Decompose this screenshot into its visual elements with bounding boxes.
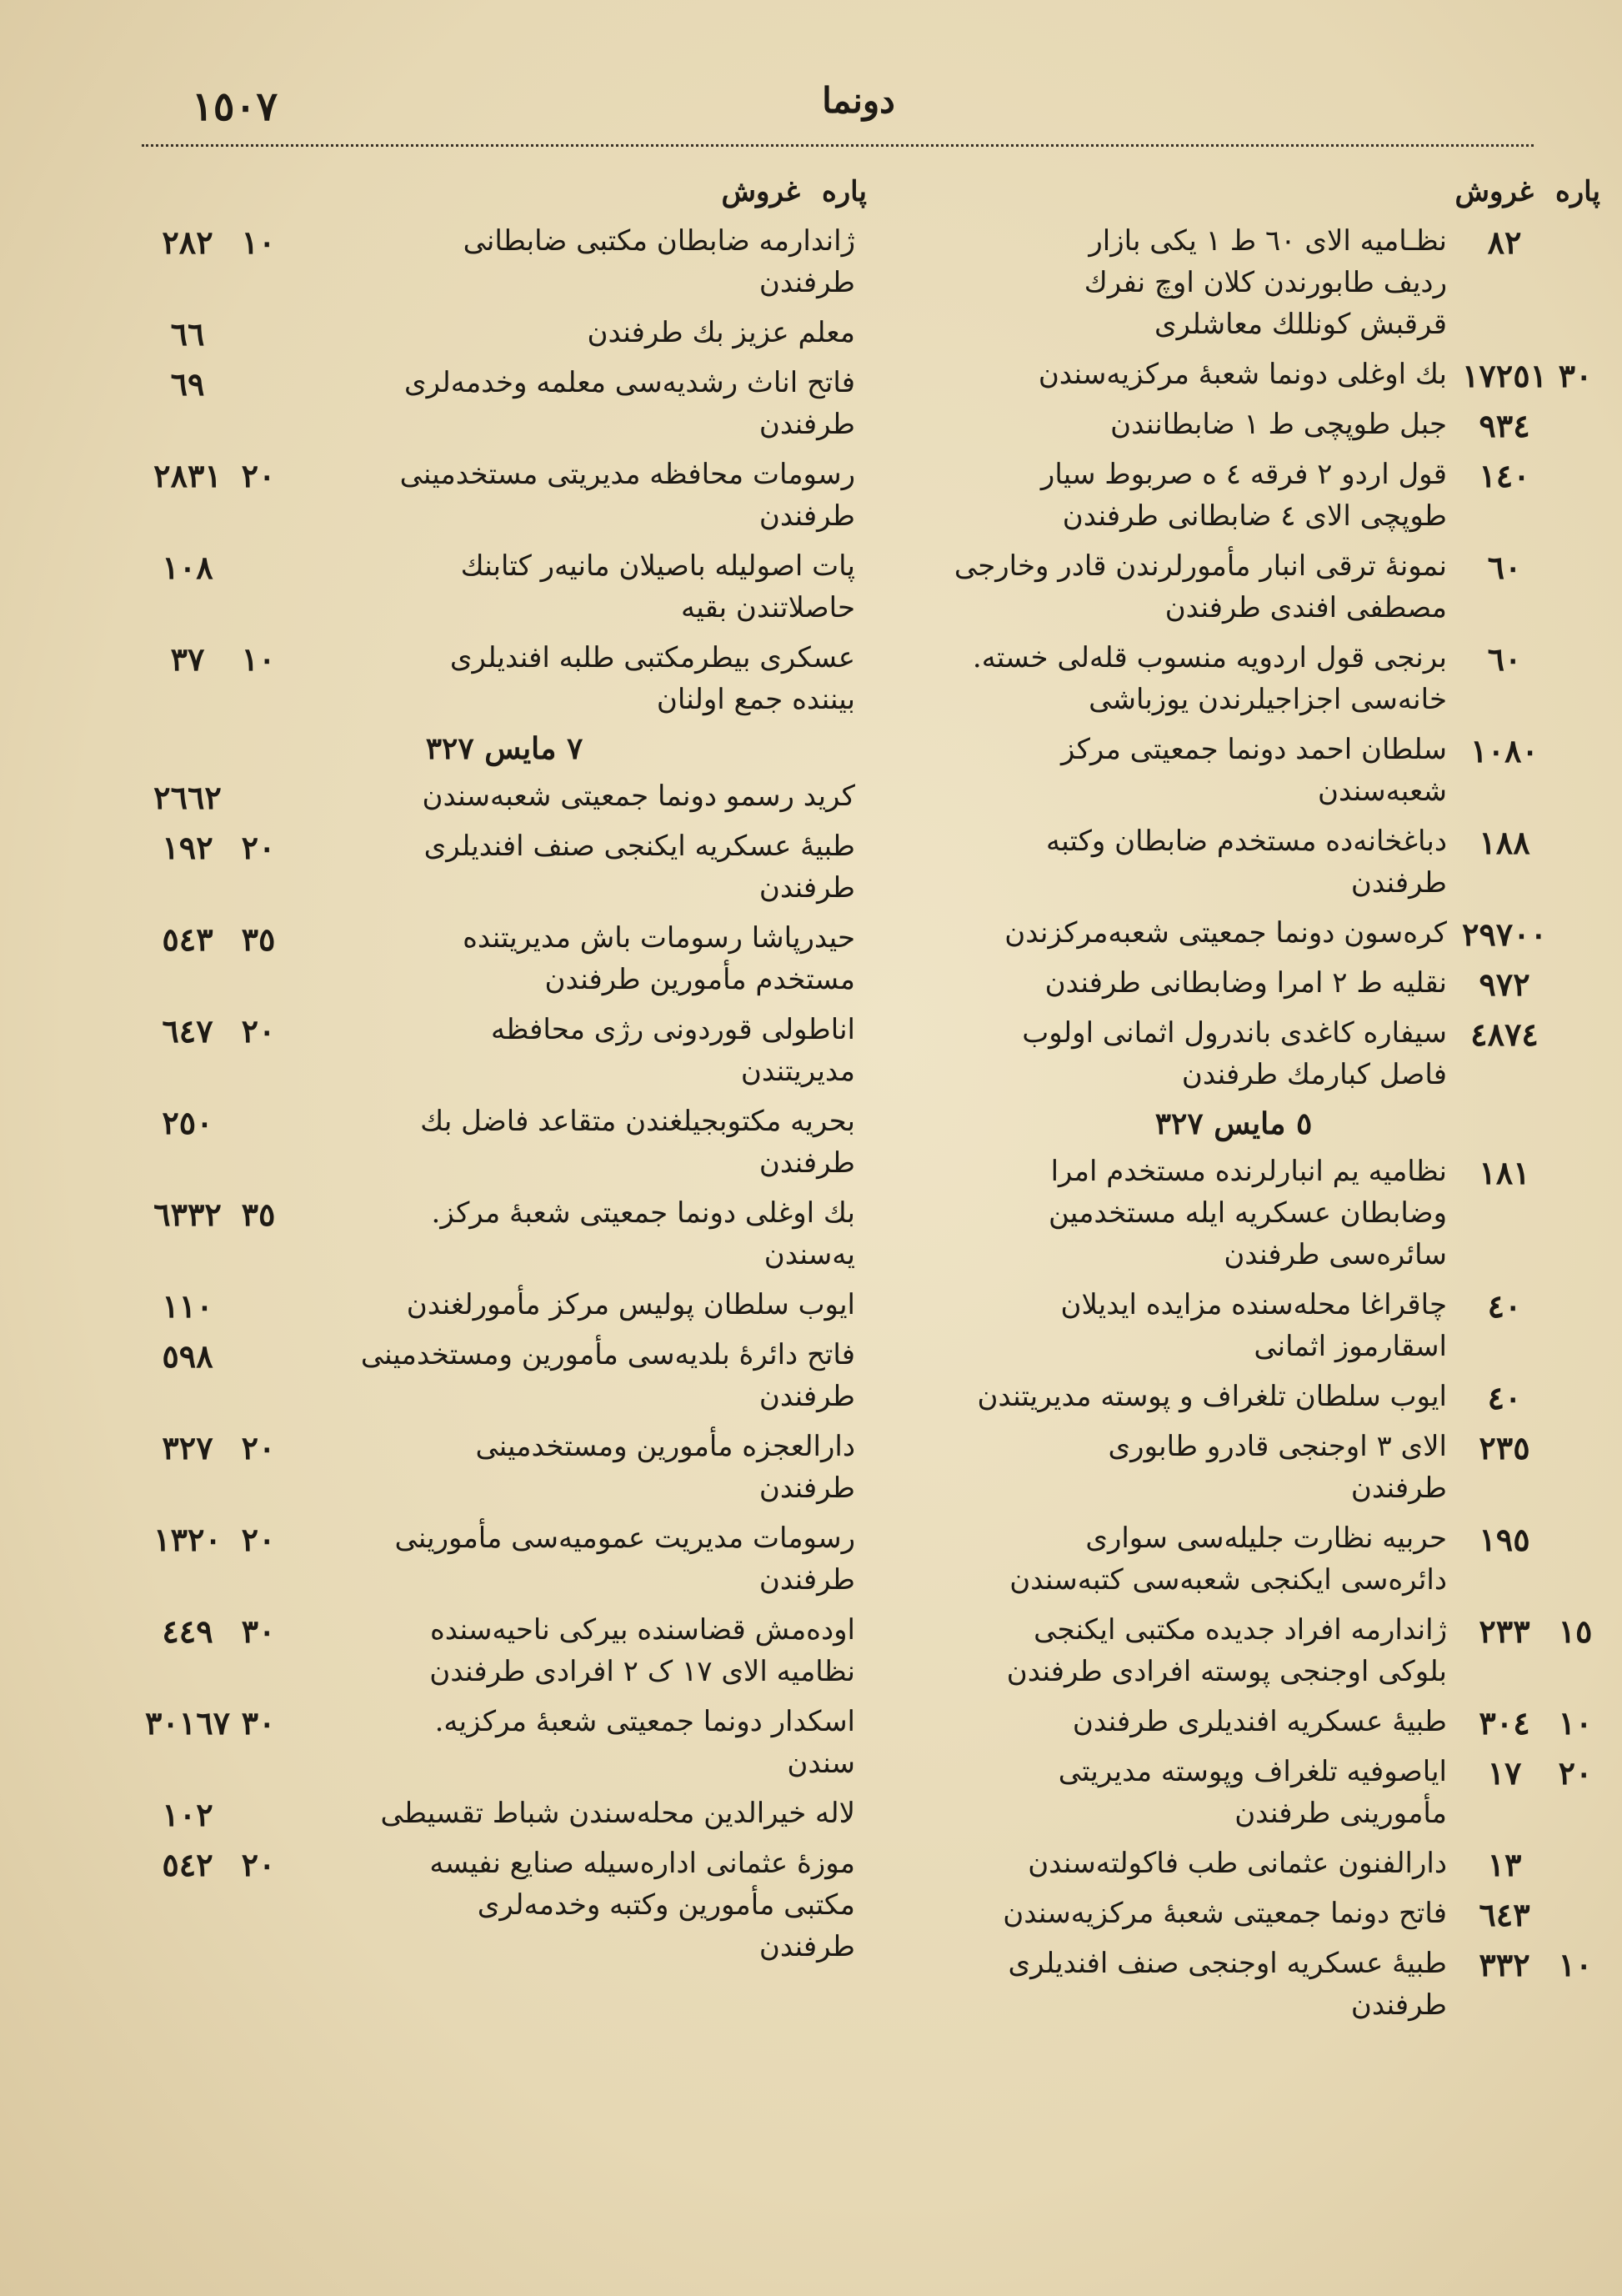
- amount: [1459, 1701, 1600, 1742]
- para-amount: ٢٠: [241, 1429, 276, 1466]
- amount: [142, 1334, 283, 1417]
- description-line: حاصلاتندن بقیه: [680, 591, 855, 624]
- entry-description: [867, 1517, 1459, 1601]
- amount: [1459, 353, 1600, 395]
- ghurush-amount: ١٠٢: [162, 1796, 213, 1833]
- amount: [142, 545, 283, 629]
- ledger-entry: [142, 1789, 867, 1839]
- description-line: طبیهٔ عسکریه افندیلری طرفندن: [1072, 1705, 1447, 1738]
- description-line: دباغخانه‌ده مستخدم ضابطان وکتبه: [1045, 825, 1447, 858]
- ghurush-amount: ٦٠: [1487, 640, 1522, 678]
- ghurush-amount: ٢٦٦٢: [153, 779, 222, 816]
- entry-description: [867, 1426, 1459, 1509]
- description-line: طرفندن: [1350, 866, 1447, 900]
- ledger-entry: [867, 634, 1600, 725]
- description-line: اوده‌مش قضاسنده بیرکی ناحیه‌سنده: [429, 1613, 855, 1647]
- entry-description: [867, 729, 1459, 812]
- description-line: طرفندن: [758, 1380, 855, 1413]
- entry-description: [283, 637, 867, 720]
- description-line: اسکدار دونما جمعیتی شعبهٔ مرکزیه.: [434, 1705, 855, 1738]
- description-line: حیدرپاشا رسومات باش مدیریتنده: [463, 921, 855, 955]
- amount: [142, 312, 283, 353]
- description-line: کرید رسمو دونما جمعیتی شعبه‌سندن: [422, 780, 855, 813]
- ghurush-amount: ١٣٢٠: [153, 1521, 222, 1558]
- entry-description: [867, 454, 1459, 537]
- description-line: ژاندارمه ضابطان مکتبی ضابطانی: [463, 224, 855, 258]
- description-line: طرفندن: [758, 1146, 855, 1180]
- amount: [1459, 1943, 1600, 2026]
- description-line: برنجی قول اردویه منسوب قله‌لی خسته.: [972, 641, 1447, 674]
- description-line: موزهٔ عثمانی اداره‌سیله صنایع نفیسه: [429, 1847, 855, 1880]
- ghurush-amount: ٢٨٢: [162, 223, 213, 261]
- ghurush-amount: ١٩٥: [1479, 1521, 1530, 1558]
- description-line: الای ٣ اوجنجی قادرو طابوری: [1108, 1430, 1447, 1463]
- entry-description: [867, 1609, 1459, 1692]
- amount: [142, 1284, 283, 1326]
- ledger-entry: [867, 909, 1600, 959]
- ledger-entry: [142, 1514, 867, 1606]
- description-line: عسکری بیطرمکتبی طلبه افندیلری: [449, 641, 855, 674]
- description-line: سیفاره کاغدی باندرول اثمانی اولوب: [1022, 1016, 1447, 1050]
- description-line: یه‌سندن: [763, 1238, 855, 1271]
- entry-description: [283, 1100, 867, 1184]
- ghurush-amount: ٥٩٨: [162, 1337, 213, 1375]
- ghurush-amount: ٣٠٤: [1479, 1704, 1530, 1742]
- description-line: فاصل کبارمك طرفندن: [1181, 1058, 1447, 1091]
- amount: [1459, 729, 1600, 812]
- entry-description: [283, 545, 867, 629]
- description-line: نظامیه یم انبارلرنده مستخدم امرا: [1050, 1155, 1447, 1188]
- description-line: بك اوغلی دونما جمعیتی شعبهٔ مرکز.: [431, 1196, 855, 1230]
- ghurush-amount: ٦٤٧: [162, 1012, 213, 1050]
- para-amount: [1550, 732, 1600, 812]
- description-line: طرفندن: [758, 871, 855, 905]
- ledger-entry: [142, 772, 867, 822]
- entry-description: [867, 1151, 1459, 1276]
- para-amount: ١٠: [1558, 1946, 1593, 1983]
- para-amount: ٢٠: [241, 457, 276, 494]
- description-line: ایوب سلطان تلغراف و پوسته مدیریتندن: [977, 1380, 1447, 1413]
- entry-description: [283, 1842, 867, 1968]
- ghurush-heading: غروش: [1454, 175, 1534, 208]
- description-line: ژاندارمه افراد جدیده مکتبی ایکنجی: [1034, 1613, 1447, 1647]
- description-line: بحریه مکتوبجیلغندن متقاعد فاضل بك: [420, 1105, 855, 1138]
- para-amount: ٣٠: [241, 1704, 276, 1742]
- ledger-entry: [867, 350, 1600, 400]
- para-amount: [1550, 1429, 1600, 1509]
- entry-description: [867, 637, 1459, 720]
- para-amount: [1550, 1015, 1600, 1095]
- ghurush-amount: ٩٧٢: [1479, 965, 1530, 1003]
- description-line: دائره‌سی ایکنجی شعبه‌سی کتبه‌سندن: [1009, 1563, 1447, 1597]
- ghurush-amount: ٢٩٧٠٠: [1461, 915, 1548, 953]
- entry-description: [283, 825, 867, 909]
- entry-description: [867, 1701, 1459, 1742]
- para-amount: [1550, 640, 1600, 720]
- description-line: ایاصوفیه تلغراف وپوسته مدیریتی: [1058, 1755, 1447, 1788]
- para-amount: [233, 1287, 283, 1326]
- ghurush-amount: ٤٠: [1487, 1379, 1522, 1416]
- amount: [142, 1842, 283, 1968]
- amount: [1459, 1284, 1600, 1367]
- ledger-entry: [142, 1281, 867, 1331]
- para-amount: ٢٠: [241, 1846, 276, 1883]
- ghurush-amount: ٤٠: [1487, 1287, 1522, 1325]
- right-ledger-list: [867, 217, 1600, 2031]
- description-line: طرفندن: [758, 499, 855, 533]
- description-line: نقلیه ط ٢ امرا وضابطانی طرفندن: [1044, 966, 1447, 1000]
- description-line: سائره‌سی طرفندن: [1224, 1238, 1447, 1271]
- ledger-entry: [142, 1331, 867, 1422]
- amount: [142, 637, 283, 720]
- entry-description: [283, 220, 867, 303]
- ghurush-amount: ٦٠: [1487, 549, 1522, 586]
- para-amount: ٢٠: [241, 1012, 276, 1050]
- para-amount: [1550, 223, 1600, 345]
- amount: [142, 1192, 283, 1276]
- ghurush-amount: ٦٣٣٢: [153, 1196, 222, 1233]
- para-amount: [1550, 1846, 1600, 1884]
- entry-description: [283, 454, 867, 537]
- ghurush-amount: ١٠٨: [162, 549, 213, 586]
- description-line: سندن: [787, 1747, 855, 1780]
- para-amount: [1550, 1521, 1600, 1601]
- para-amount: ٢٠: [241, 1521, 276, 1558]
- ledger-entry: [867, 1422, 1600, 1514]
- amount: [1459, 1012, 1600, 1095]
- ghurush-amount: ٤٤٩: [162, 1612, 213, 1650]
- ghurush-amount: ٦٦: [170, 315, 205, 353]
- para-amount: [233, 779, 283, 817]
- amount: [1459, 1609, 1600, 1692]
- amount: [142, 775, 283, 817]
- amount: [142, 220, 283, 303]
- page-number: ١٥٠٧: [192, 83, 278, 130]
- para-amount: [233, 365, 283, 445]
- para-amount: [1550, 915, 1600, 954]
- amount: [142, 362, 283, 445]
- amount: [1459, 637, 1600, 720]
- ghurush-amount: ٦٩: [170, 365, 205, 403]
- amount: [142, 1517, 283, 1601]
- para-amount: [1550, 407, 1600, 445]
- right-column-header: [867, 167, 1600, 217]
- ledger-entry: [142, 542, 867, 634]
- ghurush-amount: ١٣: [1487, 1846, 1522, 1883]
- amount: [142, 1701, 283, 1784]
- amount: [1459, 1517, 1600, 1601]
- entry-description: [283, 312, 867, 353]
- description-line: لاله خیرالدین محله‌سندن شباط تقسیطی: [380, 1797, 855, 1830]
- right-column: [867, 167, 1600, 2031]
- ledger-entry: [867, 959, 1600, 1009]
- amount: [142, 454, 283, 537]
- para-amount: ٣٥: [241, 1196, 276, 1233]
- description-line: طوپچی الای ٤ ضابطانی طرفندن: [1062, 499, 1447, 533]
- para-amount: ٣٠: [241, 1612, 276, 1650]
- ghurush-amount: ٥٤٣: [162, 920, 213, 958]
- ledger-entry: [867, 1147, 1600, 1281]
- description-line: نمونهٔ ترقی انبار مأمورلرندن قادر وخارجی: [954, 549, 1447, 583]
- para-amount: [233, 1337, 283, 1417]
- description-line: اسقارموز اثمانی: [1254, 1330, 1447, 1363]
- entry-description: [867, 1892, 1459, 1934]
- description-line: خانه‌سی اجزاجیلرندن یوزباشی: [1089, 683, 1447, 716]
- description-line: پات اصولیله باصیلان مانیه‌ر کتابنك: [460, 549, 855, 583]
- entry-description: [867, 1284, 1459, 1367]
- description-line: طرفندن: [758, 1471, 855, 1505]
- description-line: چاقراغا محله‌سنده مزایده ایدیلان: [1060, 1288, 1447, 1321]
- ghurush-amount: ٣٣٢: [1479, 1946, 1530, 1983]
- entry-description: [867, 962, 1459, 1004]
- description-line: اناطولی قوردونی رژی محافظه: [491, 1013, 855, 1046]
- entry-description: [867, 1376, 1459, 1417]
- description-line: طرفندن: [758, 1930, 855, 1963]
- entry-description: [867, 404, 1459, 445]
- amount: [142, 1792, 283, 1834]
- ghurush-amount: ٢٨٣١: [153, 457, 222, 494]
- para-heading: پاره: [821, 175, 867, 208]
- amount: [1459, 1426, 1600, 1509]
- para-heading: پاره: [1554, 175, 1600, 208]
- entry-description: [283, 1517, 867, 1601]
- entry-description: [283, 1284, 867, 1326]
- description-line: معلم عزیز بك طرفندن: [587, 316, 855, 349]
- ghurush-amount: ١٩٢: [162, 829, 213, 866]
- ledger-entry: [867, 450, 1600, 542]
- para-amount: ١٠: [241, 640, 276, 678]
- para-amount: ٣٠: [1558, 357, 1593, 394]
- entry-description: [283, 1009, 867, 1092]
- ghurush-amount: ٨٢: [1487, 223, 1522, 261]
- ghurush-amount: ١٠٨٠: [1470, 732, 1539, 770]
- description-line: مدیریتندن: [740, 1055, 855, 1088]
- ledger-entry: [142, 822, 867, 914]
- ledger-entry: [867, 400, 1600, 450]
- description-line: طرفندن: [758, 1563, 855, 1597]
- entry-description: [283, 1426, 867, 1509]
- amount: [1459, 1842, 1600, 1884]
- ghurush-amount: ٣٢٧: [162, 1429, 213, 1466]
- ledger-entry: [867, 542, 1600, 634]
- description-line: بیننده جمع اولنان: [656, 683, 855, 716]
- ghurush-amount: ١٧٢٥١: [1461, 357, 1548, 394]
- amount: [1459, 1751, 1600, 1834]
- description-line: رسومات مدیریت عمومیه‌سی مأمورینی: [394, 1521, 855, 1555]
- description-line: بك اوغلی دونما شعبهٔ مرکزیه‌سندن: [1038, 358, 1447, 391]
- ledger-entry: [142, 1606, 867, 1697]
- amount: [142, 1609, 283, 1692]
- ledger-entry: [142, 1189, 867, 1281]
- para-amount: ١٥: [1558, 1612, 1593, 1650]
- entry-description: [867, 220, 1459, 345]
- entry-description: [283, 1701, 867, 1784]
- date-heading: ٥ مایس ٣٢٧: [1154, 1106, 1313, 1141]
- para-amount: [233, 549, 283, 629]
- ledger-entry: [867, 1606, 1600, 1697]
- para-amount: [233, 1104, 283, 1184]
- ledger-entry: [142, 634, 867, 725]
- ghurush-amount: ١٤٠: [1479, 457, 1530, 494]
- para-amount: ٣٥: [241, 920, 276, 958]
- description-line: طرفندن: [758, 266, 855, 299]
- ledger-entry: [142, 1005, 867, 1097]
- ghurush-amount: ٢٣٣: [1479, 1612, 1530, 1650]
- ledger-entry: [867, 1372, 1600, 1422]
- amount: [1459, 962, 1600, 1004]
- description-line: مکتبی مأمورین وکتبه وخدمه‌لری: [477, 1888, 855, 1922]
- entry-description: [283, 917, 867, 1000]
- ghurush-amount: ١٨٨: [1479, 824, 1530, 861]
- amount: [1459, 220, 1600, 345]
- description-line: وضابطان عسکریه ایله مستخدمین: [1049, 1196, 1447, 1230]
- ledger-entry: [142, 914, 867, 1005]
- entry-description: [867, 1943, 1459, 2026]
- entry-description: [867, 1012, 1459, 1095]
- para-amount: [1550, 1154, 1600, 1276]
- entry-description: [283, 1609, 867, 1692]
- para-amount: [1550, 824, 1600, 904]
- amount: [1459, 820, 1600, 904]
- ghurush-amount: ١٧: [1487, 1754, 1522, 1792]
- ledger-entry: [142, 1097, 867, 1189]
- para-amount: [1550, 1287, 1600, 1367]
- description-line: شعبه‌سندن: [1318, 775, 1447, 808]
- description-line: قول اردو ٢ فرقه ٤ ه صربوط سیار: [1040, 458, 1447, 491]
- ledger-entry: [142, 1697, 867, 1789]
- ledger-entry: [142, 217, 867, 308]
- ghurush-amount: ٦٤٣: [1479, 1896, 1530, 1933]
- ledger-entry: [867, 1889, 1600, 1939]
- left-ledger-list: [142, 217, 867, 1973]
- ghurush-amount: ٤٨٧٤: [1470, 1015, 1539, 1053]
- ledger-entry: [867, 1009, 1600, 1100]
- ledger-entry: [867, 1747, 1600, 1839]
- amount: [1459, 1892, 1600, 1934]
- description-line: طرفندن: [1350, 1988, 1447, 2022]
- ghurush-amount: ٢٣٥: [1479, 1429, 1530, 1466]
- ledger-entry: [867, 1839, 1600, 1889]
- ledger-entry: [142, 1839, 867, 1973]
- ghurush-amount: ٣٠١٦٧: [144, 1704, 231, 1742]
- para-amount: [1550, 457, 1600, 537]
- date-heading: ٧ مایس ٣٢٧: [425, 731, 583, 766]
- amount: [142, 1426, 283, 1509]
- ledger-entry: [867, 725, 1600, 817]
- ghurush-amount: ٩٣٤: [1479, 407, 1530, 444]
- description-line: طبیهٔ عسکریه اوجنجی صنف افندیلری: [1008, 1947, 1447, 1980]
- amount: [142, 825, 283, 909]
- para-amount: [233, 315, 283, 353]
- description-line: مأمورینی طرفندن: [1234, 1797, 1447, 1830]
- ledger-entry: [867, 217, 1600, 350]
- entry-description: [867, 353, 1459, 395]
- left-column: [142, 167, 867, 1973]
- amount: [1459, 912, 1600, 954]
- ghurush-heading: غروش: [721, 175, 800, 208]
- ghurush-amount: ٢٥٠: [162, 1104, 213, 1141]
- ledger-entry: [142, 308, 867, 358]
- entry-description: [283, 362, 867, 445]
- description-line: طرفندن: [1350, 1471, 1447, 1505]
- description-line: نظامیه الای ١٧ ک ٢ افرادی طرفندن: [429, 1655, 855, 1688]
- entry-description: [283, 775, 867, 817]
- entry-description: [867, 1842, 1459, 1884]
- description-line: کره‌سون دونما جمعیتی شعبه‌مرکزندن: [1004, 916, 1447, 950]
- left-column-header: [142, 167, 867, 217]
- para-amount: [233, 1796, 283, 1834]
- description-line: طبیهٔ عسکریه ایکنجی صنف افندیلری: [423, 830, 855, 863]
- amount: [1459, 454, 1600, 537]
- description-line: دارالفنون عثمانی طب فاکولته‌سندن: [1028, 1847, 1447, 1880]
- ledger-entry: [142, 1422, 867, 1514]
- para-amount: ١٠: [241, 223, 276, 261]
- para-amount: [1550, 549, 1600, 629]
- entry-description: [283, 1192, 867, 1276]
- entry-description: [867, 1751, 1459, 1834]
- para-amount: ٢٠: [241, 829, 276, 866]
- ledger-entry: [142, 358, 867, 450]
- amount: [1459, 1151, 1600, 1276]
- amount: [142, 917, 283, 1000]
- ledger-entry: [142, 450, 867, 542]
- para-amount: ٢٠: [1558, 1754, 1593, 1792]
- ledger-entry: [867, 1281, 1600, 1372]
- entry-description: [867, 545, 1459, 629]
- entry-description: [867, 820, 1459, 904]
- entry-description: [283, 1334, 867, 1417]
- description-line: فاتح دونما جمعیتی شعبهٔ مرکزیه‌سندن: [1003, 1897, 1447, 1930]
- amount: [142, 1100, 283, 1184]
- description-line: سلطان احمد دونما جمعیتی مرکز: [1060, 733, 1447, 766]
- ledger-entry: [867, 1697, 1600, 1747]
- para-amount: ١٠: [1558, 1704, 1593, 1742]
- para-amount: [1550, 1379, 1600, 1417]
- description-line: دارالعجزه مأمورین ومستخدمینی: [475, 1430, 855, 1463]
- entry-description: [867, 912, 1459, 954]
- description-line: ردیف طابورندن کلان اوچ نفرك: [1084, 266, 1447, 299]
- ghurush-amount: ١٨١: [1479, 1154, 1530, 1191]
- description-line: بلوکی اوجنجی پوسته افرادی طرفندن: [1006, 1655, 1447, 1688]
- ledger-entry: [867, 1514, 1600, 1606]
- amount: [142, 1009, 283, 1092]
- amount: [1459, 1376, 1600, 1417]
- ledger-entry: [867, 817, 1600, 909]
- ghurush-amount: ٥٤٢: [162, 1846, 213, 1883]
- amount: [1459, 404, 1600, 445]
- description-line: جبل طوپچی ط ١ ضابطانندن: [1110, 408, 1447, 441]
- description-line: حربیه نظارت جلیله‌سی سواری: [1085, 1521, 1447, 1555]
- description-line: ایوب سلطان پولیس مرکز مأمورلغندن: [406, 1288, 855, 1321]
- ghurush-amount: ١١٠: [162, 1287, 213, 1325]
- para-amount: [1550, 1896, 1600, 1934]
- ghurush-amount: ٣٧: [170, 640, 205, 678]
- running-title: دونما: [822, 80, 895, 121]
- description-line: مصطفی افندی طرفندن: [1164, 591, 1447, 624]
- description-line: فاتح اناث رشدیه‌سی معلمه وخدمه‌لری: [403, 366, 855, 399]
- description-line: نظـامیه الای ٦٠ ط ١ یکی بازار: [1089, 224, 1447, 258]
- description-line: رسومات محافظه مدیریتی مستخدمینی: [399, 458, 855, 491]
- description-line: مستخدم مأمورین طرفندن: [544, 963, 855, 996]
- amount: [1459, 545, 1600, 629]
- entry-description: [283, 1792, 867, 1834]
- description-line: طرفندن: [758, 408, 855, 441]
- para-amount: [1550, 965, 1600, 1004]
- description-line: قرقبش کونللك معاشلری: [1154, 308, 1447, 341]
- description-line: فاتح دائرهٔ بلدیه‌سی مأمورین ومستخدمینی: [360, 1338, 855, 1371]
- ledger-entry: [867, 1939, 1600, 2031]
